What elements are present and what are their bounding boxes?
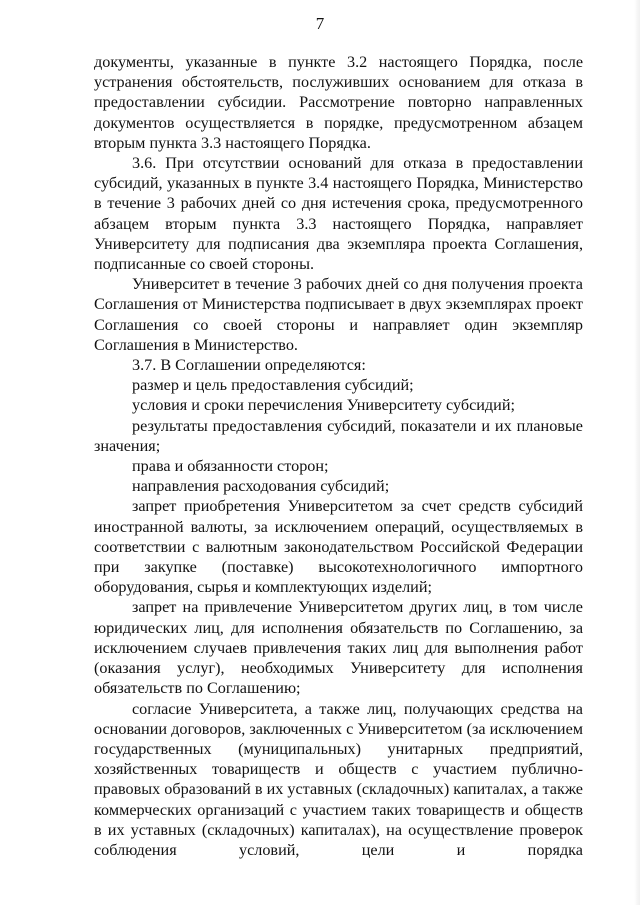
list-item-amount-purpose: размер и цель предоставления субсидий; xyxy=(132,376,414,395)
paragraph-university-signing: Университет в течение 3 рабочих дней со дня получения проекта Соглашения от Министерства подписывает в двух экземплярах проект Соглашения со своей стороны и направляет один экземпляр Соглашения в Министерство. xyxy=(94,275,583,354)
list-item-spending-directions: направления расходования субсидий; xyxy=(132,477,390,496)
document-body xyxy=(94,52,583,860)
list-item-currency-ban: запрет приобретения Университетом за счет средств субсидий иностранной валюты, за исключением операций, осуществляемых в соответствии с валютным законодательством Российской Федерации при закупке (поставке) высокотехнологичного импортного оборудования, сырья и комплектующих изделий; xyxy=(94,497,583,597)
list-item-rights-obligations: права и обязанности сторон; xyxy=(132,457,329,476)
list-item-terms-transfer: условия и сроки перечисления Университету субсидий; xyxy=(132,396,515,415)
paragraph-3-7-heading: 3.7. В Соглашении определяются: xyxy=(132,356,366,375)
paragraph-3-6: 3.6. При отсутствии оснований для отказа в предоставлении субсидий, указанных в пункте 3.4 настоящего Порядка, Министерство в течение 3 рабочих дней со дня истечения срока, предусмотренного абзацем вторым пункта 3.3 настоящего Порядка, направляет Университету для подписания два экземпляра проекта Соглашения, подписанные со своей стороны. xyxy=(94,154,583,274)
page-number: 7 xyxy=(315,14,325,33)
list-item-audit-consent: согласие Университета, а также лиц, получающих средства на основании договоров, заключенных с Университетом (за исключением государственных (муниципальных) унитарных предприятий, хозяйственных товариществ и обществ с участием публично-правовых образований в их уставных (складочных) капиталах, а также коммерческих организаций с участием таких товариществ и обществ в их уставных (складочных) капиталах), на осуществление проверок соблюдения условий, цели и порядка xyxy=(94,699,583,859)
list-item-results-indicators: результаты предоставления субсидий, показатели и их плановые значения; xyxy=(94,416,583,455)
paragraph-resubmission: документы, указанные в пункте 3.2 настоящего Порядка, после устранения обстоятельств, послуживших основанием для отказа в предоставлении субсидии. Рассмотрение повторно направленных документов осуществляется в порядке, предусмотренном абзацем вторым пункта 3.3 настоящего Порядка. xyxy=(94,53,583,152)
page-edge-shadow xyxy=(634,0,640,905)
list-item-third-party-ban: запрет на привлечение Университетом других лиц, в том числе юридических лиц, для исполнения обязательств по Соглашению, за исключением случаев привлечения таких лиц для выполнения работ (оказания услуг), необходимых Университету для исполнения обязательств по Соглашению; xyxy=(94,598,583,698)
